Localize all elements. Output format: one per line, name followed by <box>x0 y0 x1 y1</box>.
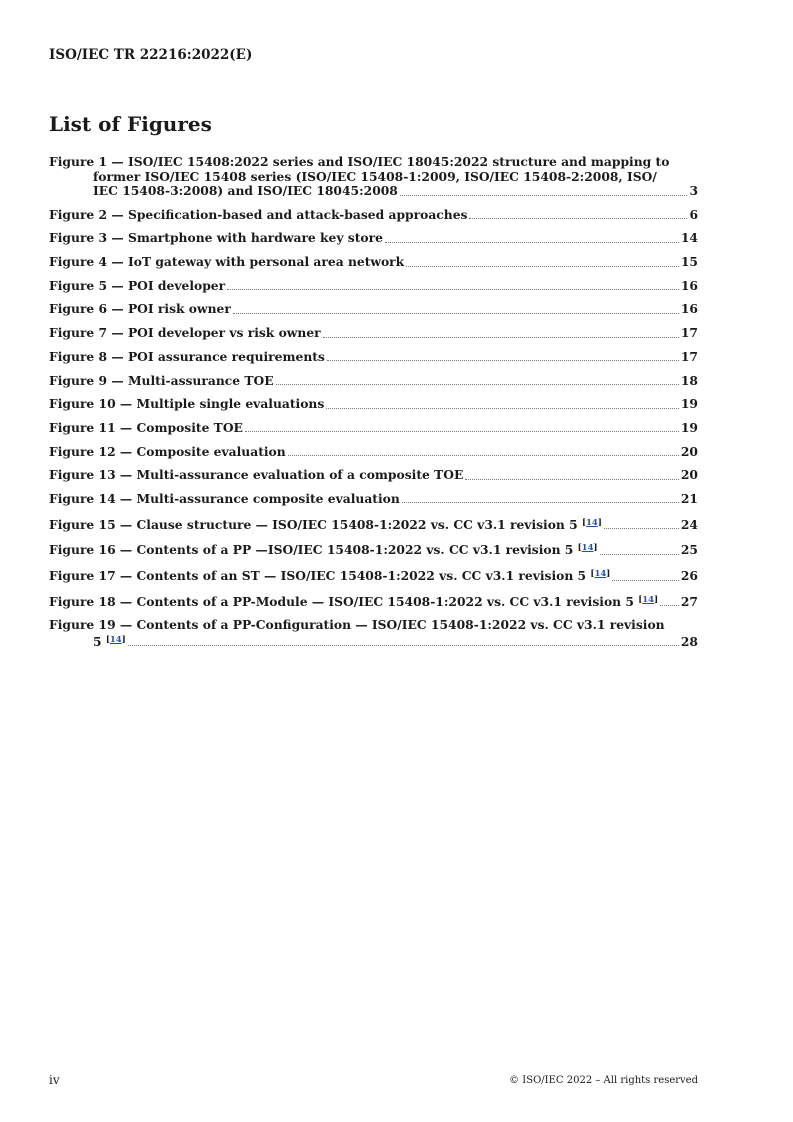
toc-entry-title: Figure 9 — Multi-assurance TOE <box>49 372 274 388</box>
toc-entry-figure-19[interactable] <box>49 618 698 649</box>
toc-entry-figure-14[interactable] <box>49 492 698 507</box>
toc-page-number: 26 <box>680 568 698 583</box>
dot-leader <box>233 313 679 314</box>
page-title: List of Figures <box>49 112 212 136</box>
toc-page-number: 14 <box>680 230 698 246</box>
toc-entry-continuation-line: IEC 15408-3:2008) and ISO/IEC 18045:2008 <box>93 183 398 198</box>
toc-entry-title: Figure 14 — Multi-assurance composite evaluation <box>49 490 400 506</box>
citation-ref: [14] <box>581 517 602 528</box>
toc-entry-title: Figure 18 — Contents of a PP-Module — ISO/IEC 15408-1:2022 vs. CC v3.1 revision 5 <box>49 593 634 609</box>
toc-page-number: 18 <box>680 372 698 388</box>
dot-leader <box>245 431 679 432</box>
dot-leader <box>465 479 679 480</box>
citation-link[interactable]: 14 <box>642 594 655 605</box>
toc-entry-figure-1[interactable] <box>49 155 698 199</box>
toc-page-number: 28 <box>680 633 698 649</box>
toc-entry-title: Figure 3 — Smartphone with hardware key store <box>49 230 383 246</box>
toc-page-number: 16 <box>680 301 698 317</box>
toc-entry-continuation-line: 5 <box>93 633 102 649</box>
toc-entry-figure-6[interactable] <box>49 302 698 317</box>
toc-entry-title: Figure 13 — Multi-assurance evaluation of a composite TOE <box>49 467 464 483</box>
toc-page-number: 16 <box>680 277 698 293</box>
dot-leader <box>406 266 679 267</box>
toc-entry-figure-12[interactable] <box>49 445 698 460</box>
toc-page-number: 17 <box>680 348 698 364</box>
toc-page-number: 21 <box>680 490 698 506</box>
toc-page-number: 19 <box>680 419 698 435</box>
toc-page-number: 15 <box>680 254 698 270</box>
dot-leader <box>227 289 679 290</box>
toc-entry-figure-5[interactable] <box>49 279 698 294</box>
toc-entry-title: Figure 4 — IoT gateway with personal area network <box>49 254 405 270</box>
list-of-figures <box>49 155 698 659</box>
toc-entry-title: Figure 7 — POI developer vs risk owner <box>49 325 321 341</box>
dot-leader <box>600 554 679 555</box>
dot-leader <box>612 580 679 581</box>
toc-page-number: 27 <box>680 593 698 609</box>
dot-leader <box>327 360 679 361</box>
toc-page-number: 17 <box>680 325 698 341</box>
toc-page-number: 25 <box>680 542 698 558</box>
toc-entry-figure-13[interactable] <box>49 468 698 483</box>
dot-leader <box>400 195 688 196</box>
toc-entry-title: Figure 16 — Contents of a PP —ISO/IEC 15408-1:2022 vs. CC v3.1 revision 5 <box>49 542 574 558</box>
dot-leader <box>660 605 679 606</box>
copyright-notice: © ISO/IEC 2022 – All rights reserved <box>509 1075 698 1086</box>
toc-entry-continuation-line: former ISO/IEC 15408 series (ISO/IEC 15408-1:2009, ISO/IEC 15408-2:2008, ISO/ <box>93 168 657 184</box>
toc-entry-title: Figure 12 — Composite evaluation <box>49 443 286 459</box>
toc-entry-title: Figure 10 — Multiple single evaluations <box>49 396 325 412</box>
toc-entry-first-line: Figure 19 — Contents of a PP-Configuration — ISO/IEC 15408-1:2022 vs. CC v3.1 revision <box>49 617 665 633</box>
toc-entry-figure-3[interactable] <box>49 231 698 246</box>
toc-entry-title: Figure 8 — POI assurance requirements <box>49 348 325 364</box>
dot-leader <box>604 528 679 529</box>
citation-ref: [14] <box>105 634 126 645</box>
page-number: iv <box>49 1073 60 1087</box>
citation-ref: [14] <box>638 594 659 605</box>
toc-entry-title: Figure 17 — Contents of an ST — ISO/IEC 15408-1:2022 vs. CC v3.1 revision 5 <box>49 568 587 583</box>
toc-page-number: 19 <box>680 396 698 412</box>
toc-entry-figure-10[interactable] <box>49 397 698 412</box>
citation-link[interactable]: 14 <box>109 634 122 645</box>
dot-leader <box>402 502 679 503</box>
toc-page-number: 6 <box>689 206 698 222</box>
toc-entry-figure-4[interactable] <box>49 255 698 270</box>
dot-leader <box>385 242 679 243</box>
dot-leader <box>323 337 679 338</box>
dot-leader <box>128 645 679 646</box>
dot-leader <box>326 408 679 409</box>
toc-entry-title: Figure 2 — Specification-based and attack-based approaches <box>49 206 468 222</box>
toc-entry-figure-17[interactable] <box>49 567 698 584</box>
citation-ref: [14] <box>590 569 611 579</box>
citation-link[interactable]: 14 <box>581 543 594 554</box>
toc-page-number: 24 <box>680 516 698 532</box>
toc-entry-figure-16[interactable] <box>49 541 698 558</box>
toc-page-number: 3 <box>689 183 698 198</box>
citation-link[interactable]: 14 <box>586 517 598 528</box>
toc-entry-title: Figure 5 — POI developer <box>49 277 226 293</box>
toc-entry-first-line: Figure 1 — ISO/IEC 15408:2022 series and ISO/IEC 18045:2022 structure and mapping to <box>49 154 670 169</box>
dot-leader <box>469 218 687 219</box>
toc-entry-title: Figure 15 — Clause structure — ISO/IEC 15408-1:2022 vs. CC v3.1 revision 5 <box>49 516 578 532</box>
toc-entry-title: Figure 11 — Composite TOE <box>49 419 243 435</box>
toc-entry-title: Figure 6 — POI risk owner <box>49 301 231 317</box>
toc-entry-figure-18[interactable] <box>49 593 698 610</box>
toc-entry-figure-2[interactable] <box>49 208 698 223</box>
citation-ref: [14] <box>577 543 598 554</box>
document-id-header: ISO/IEC TR 22216:2022(E) <box>49 47 253 63</box>
toc-entry-figure-8[interactable] <box>49 350 698 365</box>
dot-leader <box>288 455 679 456</box>
toc-page-number: 20 <box>680 443 698 459</box>
toc-entry-figure-9[interactable] <box>49 374 698 389</box>
toc-entry-figure-11[interactable] <box>49 421 698 436</box>
toc-entry-figure-7[interactable] <box>49 326 698 341</box>
toc-page-number: 20 <box>680 467 698 483</box>
citation-link[interactable]: 14 <box>594 569 607 579</box>
dot-leader <box>276 384 679 385</box>
toc-entry-figure-15[interactable] <box>49 516 698 533</box>
